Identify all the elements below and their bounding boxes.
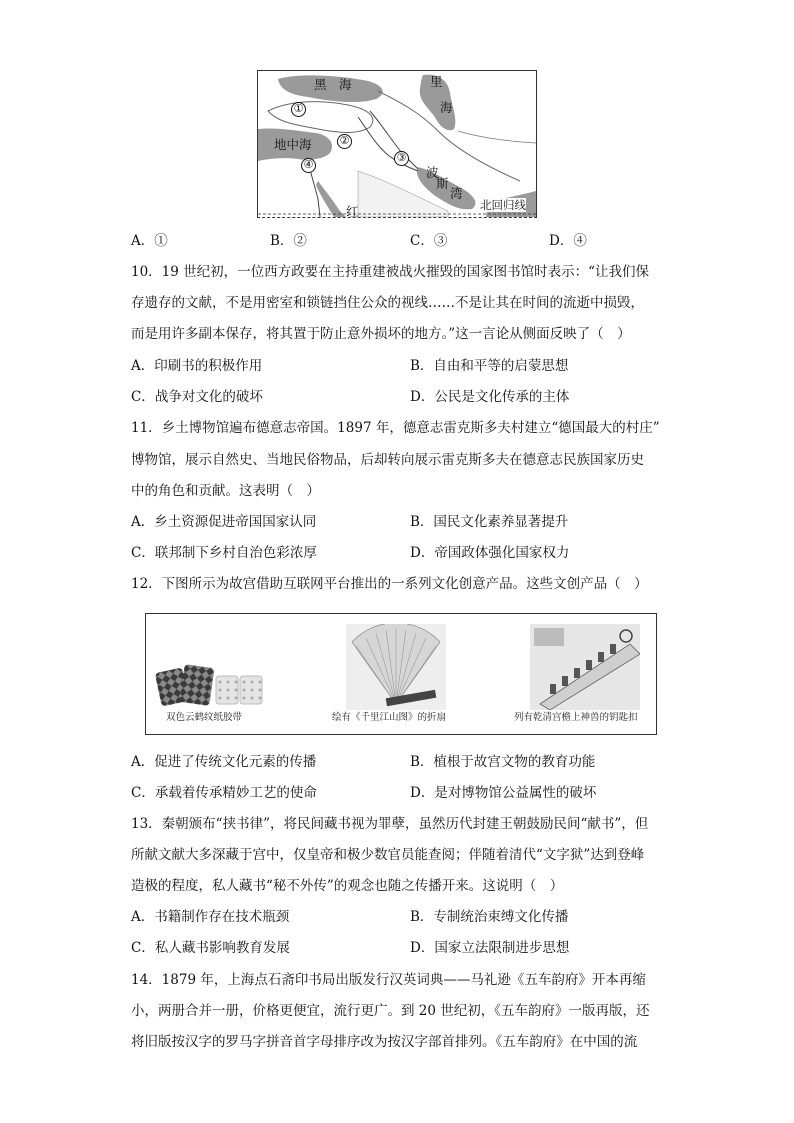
map-marker-1: ① xyxy=(291,102,306,117)
q10-option-c: C．战争对文化的破坏 xyxy=(131,389,263,405)
q14-line-2: 小，两册合并一册，价格更便宜，流行更广。到 20 世纪初，《五车韵府》一版再版，还 xyxy=(131,1003,650,1019)
q13-option-a: A．书籍制作存在技术瓶颈 xyxy=(131,909,290,925)
q13-line-1: 13．秦朝颁布“挟书律”，将民间藏书视为罪孽，虽然历代封建王朝鼓励民间“献书”，但 xyxy=(131,816,649,832)
caption-tape: 双色云鹤纹纸胶带 xyxy=(166,712,243,723)
map-label-caspian-1: 里 xyxy=(430,74,443,89)
q13-option-b: B．专制统治束缚文化传播 xyxy=(410,909,569,925)
map-label-red-sea: 红 xyxy=(346,204,359,218)
q13-option-d: D．国家立法限制进步思想 xyxy=(410,940,570,956)
q12-option-c: C．承载着传承精妙工艺的使命 xyxy=(131,785,317,801)
q10-line-2: 存遗存的文献，不是用密室和锁链挡住公众的视线……不是让其在时间的流逝中损毁， xyxy=(131,295,644,311)
q11-line-1: 11．乡土博物馆遍布德意志帝国。1897 年，德意志雷克斯多夫村建立“德国最大的村庄” xyxy=(131,420,660,436)
map-marker-4: ④ xyxy=(301,158,316,173)
q10-option-a: A．印刷书的积极作用 xyxy=(131,358,263,374)
caption-keychain: 列有乾清宫檐上神兽的钥匙扣 xyxy=(514,712,638,723)
q10-line-3: 而是用许多副本保存，将其置于防止意外损坏的地方。”这一言论从侧面反映了（ ） xyxy=(131,326,631,342)
keychain-image xyxy=(530,624,640,710)
q14-line-1: 14．1879 年，上海点石斋印书局出版发行汉英词典——马礼逊《五车韵府》开本再缩 xyxy=(131,972,646,988)
q11-line-2: 博物馆，展示自然史、当地民俗物品，后却转向展示雷克斯多夫在德意志民族国家历史 xyxy=(131,452,644,468)
map-label-black-sea: 黑 海 xyxy=(314,77,352,92)
map-marker-2: ② xyxy=(337,134,352,149)
q12-option-d: D．是对博物馆公益属性的破坏 xyxy=(410,785,597,801)
map-label-mediterranean: 地中海 xyxy=(274,137,312,152)
map-figure xyxy=(257,70,537,218)
q13-line-2: 所献文献大多深藏于宫中，仅皇帝和极少数官员能查阅；伴随着清代“文字狱”达到登峰 xyxy=(131,847,645,863)
q10-option-d: D．公民是文化传承的主体 xyxy=(410,389,570,405)
q10-line-1: 10．19 世纪初，一位西方政要在主持重建被战火摧毁的国家图书馆时表示：“让我们保 xyxy=(131,264,650,280)
map-label-tropic: 北回归线 xyxy=(480,198,526,212)
products-figure xyxy=(145,613,657,735)
map-label-persian-2: 斯 xyxy=(436,176,449,191)
q12-option-a: A．促进了传统文化元素的传播 xyxy=(131,754,317,770)
q10-option-b: B．自由和平等的启蒙思想 xyxy=(410,358,569,374)
q13-option-c: C．私人藏书影响教育发展 xyxy=(131,940,290,956)
q9-option-d: D．④ xyxy=(549,233,587,249)
map-marker-3: ③ xyxy=(394,151,409,166)
q11-option-a: A．乡土资源促进帝国国家认同 xyxy=(131,514,317,530)
q9-option-b: B．② xyxy=(270,233,307,249)
q11-line-3: 中的角色和贡献。这表明（ ） xyxy=(131,483,320,499)
q9-option-a: A．① xyxy=(131,233,168,249)
folding-fan-image xyxy=(346,624,446,710)
q9-option-c: C．③ xyxy=(410,233,448,249)
map-label-persian-3: 湾 xyxy=(450,186,463,201)
map-label-caspian-2: 海 xyxy=(440,100,453,115)
q11-option-b: B．国民文化素养显著提升 xyxy=(410,514,569,530)
map-label-persian-1: 波 xyxy=(426,165,439,180)
q12-line-1: 12．下图所示为故宫借助互联网平台推出的一系列文化创意产品。这些文创产品（ ） xyxy=(131,576,648,592)
caption-fan: 绘有《千里江山图》的折扇 xyxy=(332,712,447,723)
q12-option-b: B．植根于故宫文物的教育功能 xyxy=(410,754,596,770)
q11-option-d: D．帝国政体强化国家权力 xyxy=(410,545,570,561)
q14-line-3: 将旧版按汉字的罗马字拼音首字母排序改为按汉字部首排列。《五车韵府》在中国的流 xyxy=(131,1034,638,1050)
q13-line-3: 造极的程度，私人藏书“秘不外传”的观念也随之传播开来。这说明（ ） xyxy=(131,878,564,894)
q11-option-c: C．联邦制下乡村自治色彩浓厚 xyxy=(131,545,317,561)
